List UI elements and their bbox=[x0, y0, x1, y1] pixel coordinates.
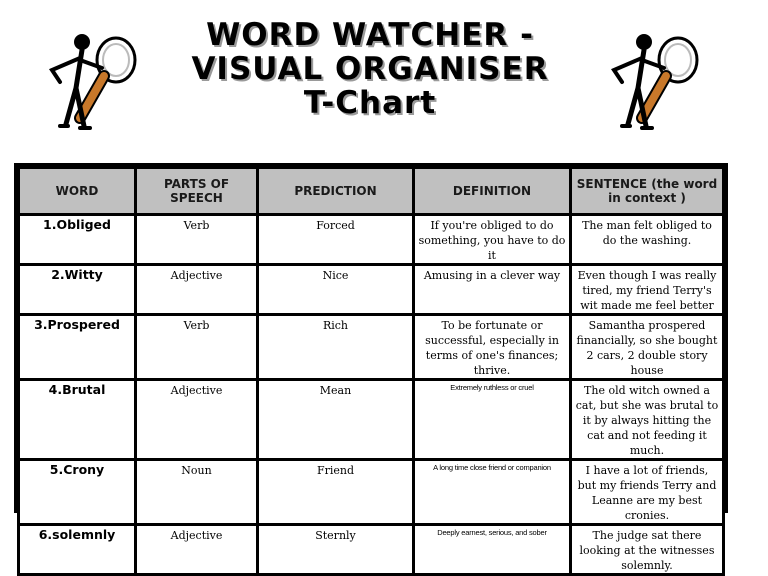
word-cell: 2.Witty bbox=[20, 266, 134, 313]
word-cell: 1.Obliged bbox=[20, 216, 134, 263]
definition-cell: A long time close friend or companion bbox=[415, 461, 569, 523]
title-line-2: VISUAL ORGANISER bbox=[191, 51, 549, 87]
header-word: WORD bbox=[20, 169, 134, 213]
part-of-speech-cell: Adjective bbox=[137, 526, 256, 573]
sentence-cell: The old witch owned a cat, but she was brutal to it by always hitting the cat and not feeding it much. bbox=[572, 381, 722, 458]
sentence-cell: The judge sat there looking at the witnesses solemnly. bbox=[572, 526, 722, 573]
sentence-cell: Samantha prospered financially, so she bought 2 cars, 2 double story house bbox=[572, 316, 722, 378]
page-title bbox=[150, 18, 590, 120]
prediction-cell: Forced bbox=[259, 216, 412, 263]
prediction-cell: Rich bbox=[259, 316, 412, 378]
part-of-speech-cell: Noun bbox=[137, 461, 256, 523]
definition-cell: Deeply earnest, serious, and sober bbox=[415, 526, 569, 573]
header-definition: DEFINITION bbox=[415, 169, 569, 213]
part-of-speech-cell: Adjective bbox=[137, 266, 256, 313]
definition-cell: To be fortunate or successful, especially in terms of one's finances; thrive. bbox=[415, 316, 569, 378]
title-line-1: WORD WATCHER - bbox=[206, 17, 534, 53]
prediction-cell: Sternly bbox=[259, 526, 412, 573]
prediction-cell: Mean bbox=[259, 381, 412, 458]
word-cell: 5.Crony bbox=[20, 461, 134, 523]
prediction-cell: Nice bbox=[259, 266, 412, 313]
definition-cell: If you're obliged to do something, you have to do it bbox=[415, 216, 569, 263]
definition-cell: Extremely ruthless or cruel bbox=[415, 381, 569, 458]
word-cell: 4.Brutal bbox=[20, 381, 134, 458]
sentence-cell: Even though I was really tired, my friend Terry's wit made me feel better bbox=[572, 266, 722, 313]
header-parts-of-speech: PARTS OF SPEECH bbox=[137, 169, 256, 213]
sentence-cell: I have a lot of friends, but my friends Terry and Leanne are my best cronies. bbox=[572, 461, 722, 523]
stick-figure-magnifying-glass-icon bbox=[602, 30, 702, 140]
title-line-3: T-Chart bbox=[303, 85, 437, 121]
table-row bbox=[20, 316, 722, 378]
table-row bbox=[20, 526, 722, 573]
header-prediction: PREDICTION bbox=[259, 169, 412, 213]
word-cell: 3.Prospered bbox=[20, 316, 134, 378]
header-row bbox=[20, 169, 722, 213]
table-row bbox=[20, 461, 722, 523]
header-sentence: SENTENCE (the word in context ) bbox=[572, 169, 722, 213]
word-cell: 6.solemnly bbox=[20, 526, 134, 573]
sentence-cell: The man felt obliged to do the washing. bbox=[572, 216, 722, 263]
table-row bbox=[20, 266, 722, 313]
prediction-cell: Friend bbox=[259, 461, 412, 523]
t-chart-table bbox=[14, 163, 728, 572]
table-row bbox=[20, 381, 722, 458]
table-row bbox=[20, 216, 722, 263]
stick-figure-magnifying-glass-icon bbox=[40, 30, 140, 140]
part-of-speech-cell: Adjective bbox=[137, 381, 256, 458]
part-of-speech-cell: Verb bbox=[137, 316, 256, 378]
part-of-speech-cell: Verb bbox=[137, 216, 256, 263]
definition-cell: Amusing in a clever way bbox=[415, 266, 569, 313]
